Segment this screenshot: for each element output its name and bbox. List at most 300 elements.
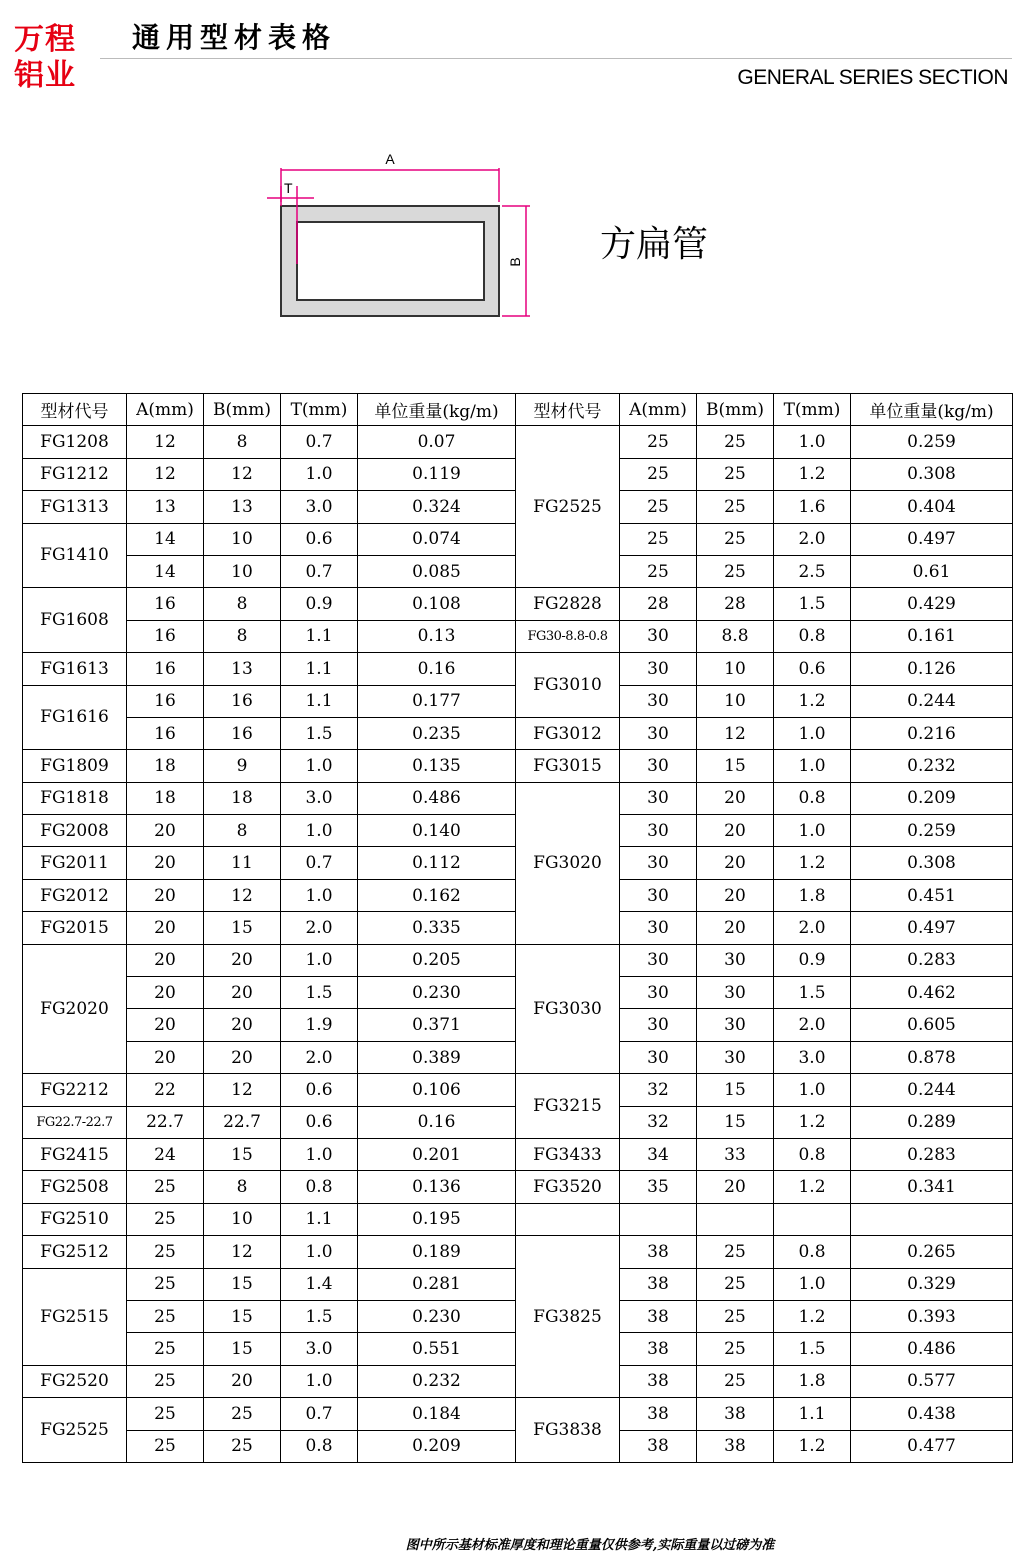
unit-weight: 0.184 bbox=[358, 1398, 516, 1430]
profile-code: FG3825 bbox=[516, 1236, 620, 1398]
dim-b: 8 bbox=[204, 620, 281, 652]
dim-t: 0.9 bbox=[774, 944, 851, 976]
dim-b: 20 bbox=[697, 912, 774, 944]
dim-a: 25 bbox=[620, 458, 697, 490]
dim-b: 15 bbox=[204, 1300, 281, 1332]
dim-b: 20 bbox=[697, 847, 774, 879]
dim-a: 25 bbox=[127, 1430, 204, 1462]
dim-b: 33 bbox=[697, 1138, 774, 1170]
dim-b: 13 bbox=[204, 653, 281, 685]
dim-b: 25 bbox=[697, 426, 774, 458]
column-header: 单位重量(kg/m) bbox=[851, 394, 1013, 426]
dim-a: 16 bbox=[127, 653, 204, 685]
dim-b: 8 bbox=[204, 815, 281, 847]
dim-b: 10 bbox=[697, 685, 774, 717]
table-row bbox=[23, 1236, 1013, 1268]
unit-weight: 0.205 bbox=[358, 944, 516, 976]
dim-a: 30 bbox=[620, 879, 697, 911]
dim-a: 30 bbox=[620, 847, 697, 879]
dim-b: 20 bbox=[697, 879, 774, 911]
unit-weight: 0.232 bbox=[358, 1365, 516, 1397]
dim-a: 38 bbox=[620, 1236, 697, 1268]
profile-name: 方扁管 bbox=[600, 224, 709, 265]
unit-weight: 0.289 bbox=[851, 1106, 1013, 1138]
dim-b: 38 bbox=[697, 1430, 774, 1462]
dim-a: 12 bbox=[127, 458, 204, 490]
unit-weight: 0.341 bbox=[851, 1171, 1013, 1203]
unit-weight: 0.265 bbox=[851, 1236, 1013, 1268]
dim-b: 28 bbox=[697, 588, 774, 620]
table-row bbox=[23, 1203, 1013, 1235]
spec-table bbox=[22, 393, 1013, 1463]
unit-weight: 0.438 bbox=[851, 1398, 1013, 1430]
dim-t: 1.0 bbox=[281, 815, 358, 847]
dim-a: 25 bbox=[620, 523, 697, 555]
dim-t: 1.1 bbox=[281, 685, 358, 717]
dimension-a-label: A bbox=[385, 151, 395, 167]
unit-weight: 0.209 bbox=[358, 1430, 516, 1462]
dim-a: 28 bbox=[620, 588, 697, 620]
profile-inner bbox=[297, 222, 484, 300]
unit-weight: 0.106 bbox=[358, 1074, 516, 1106]
table-row bbox=[23, 1398, 1013, 1430]
dim-t: 1.0 bbox=[774, 750, 851, 782]
dim-b: 8 bbox=[204, 426, 281, 458]
profile-code: FG3020 bbox=[516, 782, 620, 944]
dim-t: 1.2 bbox=[774, 1171, 851, 1203]
dim-b: 25 bbox=[697, 458, 774, 490]
dim-b: 13 bbox=[204, 491, 281, 523]
profile-code: FG1608 bbox=[23, 588, 127, 653]
dim-t: 1.5 bbox=[281, 717, 358, 749]
dim-b: 16 bbox=[204, 717, 281, 749]
dim-t: 1.0 bbox=[281, 750, 358, 782]
dim-b: 25 bbox=[697, 491, 774, 523]
dim-a: 25 bbox=[127, 1171, 204, 1203]
table-row bbox=[23, 653, 1013, 685]
dim-b: 9 bbox=[204, 750, 281, 782]
dim-a: 25 bbox=[127, 1236, 204, 1268]
logo-line-1: 万程 bbox=[14, 22, 76, 57]
dim-a: 38 bbox=[620, 1365, 697, 1397]
profile-code: FG3215 bbox=[516, 1074, 620, 1139]
dim-b: 20 bbox=[204, 1365, 281, 1397]
column-header: A(mm) bbox=[127, 394, 204, 426]
dim-t: 2.0 bbox=[281, 912, 358, 944]
column-header: B(mm) bbox=[697, 394, 774, 426]
profile-code: FG2510 bbox=[23, 1203, 127, 1235]
dim-a: 14 bbox=[127, 523, 204, 555]
dim-t: 0.7 bbox=[281, 555, 358, 587]
unit-weight: 0.281 bbox=[358, 1268, 516, 1300]
profile-code: FG1809 bbox=[23, 750, 127, 782]
unit-weight: 0.177 bbox=[358, 685, 516, 717]
dim-a: 25 bbox=[127, 1203, 204, 1235]
dim-b: 25 bbox=[204, 1398, 281, 1430]
profile-code: FG1613 bbox=[23, 653, 127, 685]
dim-b: 20 bbox=[204, 977, 281, 1009]
logo-line-2: 铝业 bbox=[14, 58, 76, 93]
dim-b: 10 bbox=[204, 555, 281, 587]
dim-t: 0.6 bbox=[281, 1106, 358, 1138]
dim-t: 0.6 bbox=[774, 653, 851, 685]
profile-code: FG2828 bbox=[516, 588, 620, 620]
dim-b: 25 bbox=[697, 1268, 774, 1300]
dim-a: 14 bbox=[127, 555, 204, 587]
dim-b: 16 bbox=[204, 685, 281, 717]
dim-b: 10 bbox=[204, 1203, 281, 1235]
dim-b: 20 bbox=[697, 1171, 774, 1203]
unit-weight: 0.551 bbox=[358, 1333, 516, 1365]
dim-t: 1.0 bbox=[281, 1365, 358, 1397]
dim-a: 18 bbox=[127, 782, 204, 814]
dim-a: 25 bbox=[620, 426, 697, 458]
dim-t: 2.5 bbox=[774, 555, 851, 587]
unit-weight: 0.216 bbox=[851, 717, 1013, 749]
dim-t: 1.5 bbox=[774, 1333, 851, 1365]
dim-a: 24 bbox=[127, 1138, 204, 1170]
dim-t: 1.6 bbox=[774, 491, 851, 523]
profile-code: FG1208 bbox=[23, 426, 127, 458]
dim-b: 15 bbox=[204, 1268, 281, 1300]
table-header-row bbox=[23, 394, 1013, 426]
dim-b: 15 bbox=[204, 1138, 281, 1170]
dim-t: 3.0 bbox=[281, 782, 358, 814]
unit-weight: 0.329 bbox=[851, 1268, 1013, 1300]
dim-b: 25 bbox=[697, 1365, 774, 1397]
dim-t bbox=[774, 1203, 851, 1235]
dim-a: 25 bbox=[127, 1333, 204, 1365]
profile-code: FG2525 bbox=[23, 1398, 127, 1463]
dim-a: 30 bbox=[620, 1041, 697, 1073]
unit-weight bbox=[851, 1203, 1013, 1235]
dim-a: 30 bbox=[620, 1009, 697, 1041]
unit-weight: 0.462 bbox=[851, 977, 1013, 1009]
dim-a: 25 bbox=[127, 1268, 204, 1300]
dim-a: 25 bbox=[127, 1365, 204, 1397]
unit-weight: 0.244 bbox=[851, 685, 1013, 717]
profile-code: FG2515 bbox=[23, 1268, 127, 1365]
dim-a: 30 bbox=[620, 782, 697, 814]
dim-t: 1.0 bbox=[281, 1236, 358, 1268]
profile-code: FG3520 bbox=[516, 1171, 620, 1203]
profile-code: FG22.7-22.7 bbox=[23, 1106, 127, 1138]
profile-code: FG1410 bbox=[23, 523, 127, 588]
dim-b: 30 bbox=[697, 944, 774, 976]
dim-a: 30 bbox=[620, 717, 697, 749]
profile-code: FG2015 bbox=[23, 912, 127, 944]
unit-weight: 0.230 bbox=[358, 977, 516, 1009]
dim-b: 22.7 bbox=[204, 1106, 281, 1138]
dim-a: 38 bbox=[620, 1300, 697, 1332]
profile-code: FG2212 bbox=[23, 1074, 127, 1106]
dim-t: 3.0 bbox=[774, 1041, 851, 1073]
dim-t: 1.0 bbox=[774, 1268, 851, 1300]
dim-a: 30 bbox=[620, 912, 697, 944]
dim-a: 32 bbox=[620, 1106, 697, 1138]
dim-t: 0.7 bbox=[281, 847, 358, 879]
dim-b: 25 bbox=[697, 1300, 774, 1332]
dim-t: 1.5 bbox=[281, 1300, 358, 1332]
unit-weight: 0.259 bbox=[851, 815, 1013, 847]
dim-b: 20 bbox=[697, 782, 774, 814]
dim-t: 1.0 bbox=[281, 944, 358, 976]
dim-b: 25 bbox=[697, 523, 774, 555]
dim-a: 25 bbox=[620, 555, 697, 587]
unit-weight: 0.878 bbox=[851, 1041, 1013, 1073]
dim-b: 30 bbox=[697, 1041, 774, 1073]
dim-b: 10 bbox=[697, 653, 774, 685]
dim-a: 20 bbox=[127, 815, 204, 847]
unit-weight: 0.371 bbox=[358, 1009, 516, 1041]
unit-weight: 0.404 bbox=[851, 491, 1013, 523]
dim-t: 2.0 bbox=[774, 912, 851, 944]
dim-a: 32 bbox=[620, 1074, 697, 1106]
profile-code: FG3012 bbox=[516, 717, 620, 749]
unit-weight: 0.201 bbox=[358, 1138, 516, 1170]
unit-weight: 0.230 bbox=[358, 1300, 516, 1332]
unit-weight: 0.136 bbox=[358, 1171, 516, 1203]
profile-code: FG2020 bbox=[23, 944, 127, 1074]
dim-b: 25 bbox=[697, 1333, 774, 1365]
profile-code: FG2520 bbox=[23, 1365, 127, 1397]
unit-weight: 0.335 bbox=[358, 912, 516, 944]
unit-weight: 0.161 bbox=[851, 620, 1013, 652]
profile-code: FG3030 bbox=[516, 944, 620, 1074]
profile-code bbox=[516, 1203, 620, 1235]
dim-a: 20 bbox=[127, 977, 204, 1009]
dim-b: 20 bbox=[204, 944, 281, 976]
unit-weight: 0.497 bbox=[851, 912, 1013, 944]
profile-code: FG3838 bbox=[516, 1398, 620, 1463]
profile-code: FG2415 bbox=[23, 1138, 127, 1170]
dim-b: 12 bbox=[204, 879, 281, 911]
profile-code: FG30-8.8-0.8 bbox=[516, 620, 620, 652]
table-row bbox=[23, 717, 1013, 749]
profile-code: FG2525 bbox=[516, 426, 620, 588]
profile-code: FG1818 bbox=[23, 782, 127, 814]
dim-a: 38 bbox=[620, 1333, 697, 1365]
dim-t: 2.0 bbox=[281, 1041, 358, 1073]
dim-a: 30 bbox=[620, 944, 697, 976]
dim-t: 0.8 bbox=[774, 782, 851, 814]
dim-a: 22 bbox=[127, 1074, 204, 1106]
dim-t: 3.0 bbox=[281, 1333, 358, 1365]
unit-weight: 0.119 bbox=[358, 458, 516, 490]
dim-t: 0.7 bbox=[281, 426, 358, 458]
unit-weight: 0.477 bbox=[851, 1430, 1013, 1462]
unit-weight: 0.429 bbox=[851, 588, 1013, 620]
brand-logo bbox=[14, 22, 86, 94]
table-row bbox=[23, 1171, 1013, 1203]
dim-b: 18 bbox=[204, 782, 281, 814]
dim-b: 15 bbox=[204, 912, 281, 944]
dim-t: 0.7 bbox=[281, 1398, 358, 1430]
unit-weight: 0.393 bbox=[851, 1300, 1013, 1332]
dim-t: 1.5 bbox=[774, 977, 851, 1009]
dim-a: 30 bbox=[620, 620, 697, 652]
dim-t: 0.8 bbox=[774, 1138, 851, 1170]
page-subtitle: GENERAL SERIES SECTION bbox=[737, 66, 1008, 89]
dim-b: 12 bbox=[204, 1074, 281, 1106]
dim-b: 8 bbox=[204, 588, 281, 620]
dim-a: 38 bbox=[620, 1398, 697, 1430]
dim-a: 25 bbox=[127, 1300, 204, 1332]
unit-weight: 0.486 bbox=[358, 782, 516, 814]
unit-weight: 0.07 bbox=[358, 426, 516, 458]
dim-a: 34 bbox=[620, 1138, 697, 1170]
dim-t: 3.0 bbox=[281, 491, 358, 523]
dim-t: 1.0 bbox=[774, 717, 851, 749]
dim-a bbox=[620, 1203, 697, 1235]
profile-code: FG2512 bbox=[23, 1236, 127, 1268]
dim-t: 0.6 bbox=[281, 1074, 358, 1106]
dim-a: 18 bbox=[127, 750, 204, 782]
header-divider bbox=[100, 58, 1012, 59]
table-row bbox=[23, 944, 1013, 976]
table-row bbox=[23, 426, 1013, 458]
dim-t: 1.1 bbox=[774, 1398, 851, 1430]
dim-b: 15 bbox=[697, 750, 774, 782]
profile-code: FG1212 bbox=[23, 458, 127, 490]
dim-a: 38 bbox=[620, 1268, 697, 1300]
dim-b: 20 bbox=[204, 1009, 281, 1041]
dim-b: 15 bbox=[697, 1106, 774, 1138]
column-header: T(mm) bbox=[281, 394, 358, 426]
dim-t: 1.5 bbox=[774, 588, 851, 620]
dim-t: 1.0 bbox=[774, 1074, 851, 1106]
unit-weight: 0.074 bbox=[358, 523, 516, 555]
dim-b: 20 bbox=[697, 815, 774, 847]
unit-weight: 0.259 bbox=[851, 426, 1013, 458]
unit-weight: 0.283 bbox=[851, 1138, 1013, 1170]
dim-t: 0.8 bbox=[774, 620, 851, 652]
column-header: A(mm) bbox=[620, 394, 697, 426]
dim-b: 20 bbox=[204, 1041, 281, 1073]
dim-t: 1.2 bbox=[774, 685, 851, 717]
dim-t: 1.0 bbox=[774, 426, 851, 458]
profile-code: FG1616 bbox=[23, 685, 127, 750]
table-row bbox=[23, 1138, 1013, 1170]
dim-a: 30 bbox=[620, 685, 697, 717]
dim-a: 16 bbox=[127, 717, 204, 749]
dim-t: 1.0 bbox=[281, 879, 358, 911]
dimension-b-label: B bbox=[507, 257, 523, 267]
dim-t: 1.8 bbox=[774, 1365, 851, 1397]
dim-b: 25 bbox=[697, 1236, 774, 1268]
dim-b: 30 bbox=[697, 1009, 774, 1041]
dim-b: 25 bbox=[204, 1430, 281, 1462]
unit-weight: 0.244 bbox=[851, 1074, 1013, 1106]
unit-weight: 0.16 bbox=[358, 1106, 516, 1138]
dim-a: 16 bbox=[127, 685, 204, 717]
dim-b: 30 bbox=[697, 977, 774, 1009]
table-row bbox=[23, 750, 1013, 782]
dim-b: 12 bbox=[204, 1236, 281, 1268]
column-header: T(mm) bbox=[774, 394, 851, 426]
unit-weight: 0.162 bbox=[358, 879, 516, 911]
dim-a: 20 bbox=[127, 879, 204, 911]
dim-a: 16 bbox=[127, 588, 204, 620]
unit-weight: 0.189 bbox=[358, 1236, 516, 1268]
profile-diagram bbox=[262, 146, 542, 326]
dim-a: 30 bbox=[620, 815, 697, 847]
dim-a: 22.7 bbox=[127, 1106, 204, 1138]
dim-b: 11 bbox=[204, 847, 281, 879]
dim-a: 20 bbox=[127, 1041, 204, 1073]
dim-t: 2.0 bbox=[774, 523, 851, 555]
column-header: 型材代号 bbox=[516, 394, 620, 426]
dim-t: 1.1 bbox=[281, 620, 358, 652]
unit-weight: 0.283 bbox=[851, 944, 1013, 976]
dim-b: 8.8 bbox=[697, 620, 774, 652]
dim-t: 1.2 bbox=[774, 1300, 851, 1332]
table-row bbox=[23, 1074, 1013, 1106]
dim-a: 20 bbox=[127, 847, 204, 879]
unit-weight: 0.195 bbox=[358, 1203, 516, 1235]
dim-t: 1.5 bbox=[281, 977, 358, 1009]
unit-weight: 0.308 bbox=[851, 458, 1013, 490]
dim-a: 12 bbox=[127, 426, 204, 458]
dim-a: 20 bbox=[127, 944, 204, 976]
dim-b: 38 bbox=[697, 1398, 774, 1430]
dim-a: 20 bbox=[127, 1009, 204, 1041]
profile-code: FG3433 bbox=[516, 1138, 620, 1170]
unit-weight: 0.135 bbox=[358, 750, 516, 782]
dim-a: 30 bbox=[620, 977, 697, 1009]
dim-t: 2.0 bbox=[774, 1009, 851, 1041]
profile-code: FG3015 bbox=[516, 750, 620, 782]
unit-weight: 0.209 bbox=[851, 782, 1013, 814]
dim-a: 20 bbox=[127, 912, 204, 944]
dim-t: 1.2 bbox=[774, 847, 851, 879]
unit-weight: 0.13 bbox=[358, 620, 516, 652]
dim-t: 1.2 bbox=[774, 1106, 851, 1138]
dim-t: 1.1 bbox=[281, 653, 358, 685]
dim-b: 10 bbox=[204, 523, 281, 555]
dim-t: 1.0 bbox=[774, 815, 851, 847]
dim-t: 0.8 bbox=[281, 1430, 358, 1462]
dim-b: 15 bbox=[697, 1074, 774, 1106]
unit-weight: 0.126 bbox=[851, 653, 1013, 685]
unit-weight: 0.324 bbox=[358, 491, 516, 523]
profile-code: FG2011 bbox=[23, 847, 127, 879]
page-title: 通用型材表格 bbox=[132, 21, 337, 54]
unit-weight: 0.451 bbox=[851, 879, 1013, 911]
dim-b: 25 bbox=[697, 555, 774, 587]
unit-weight: 0.308 bbox=[851, 847, 1013, 879]
dim-a: 13 bbox=[127, 491, 204, 523]
dim-a: 30 bbox=[620, 750, 697, 782]
unit-weight: 0.497 bbox=[851, 523, 1013, 555]
profile-code: FG2012 bbox=[23, 879, 127, 911]
unit-weight: 0.486 bbox=[851, 1333, 1013, 1365]
profile-code: FG2508 bbox=[23, 1171, 127, 1203]
table-row bbox=[23, 782, 1013, 814]
dim-t: 1.8 bbox=[774, 879, 851, 911]
dim-t: 1.0 bbox=[281, 458, 358, 490]
dim-a: 35 bbox=[620, 1171, 697, 1203]
dim-a: 38 bbox=[620, 1430, 697, 1462]
unit-weight: 0.085 bbox=[358, 555, 516, 587]
unit-weight: 0.108 bbox=[358, 588, 516, 620]
profile-code: FG3010 bbox=[516, 653, 620, 718]
dim-b bbox=[697, 1203, 774, 1235]
column-header: B(mm) bbox=[204, 394, 281, 426]
dim-t: 0.9 bbox=[281, 588, 358, 620]
dim-a: 25 bbox=[620, 491, 697, 523]
dim-t: 0.8 bbox=[774, 1236, 851, 1268]
